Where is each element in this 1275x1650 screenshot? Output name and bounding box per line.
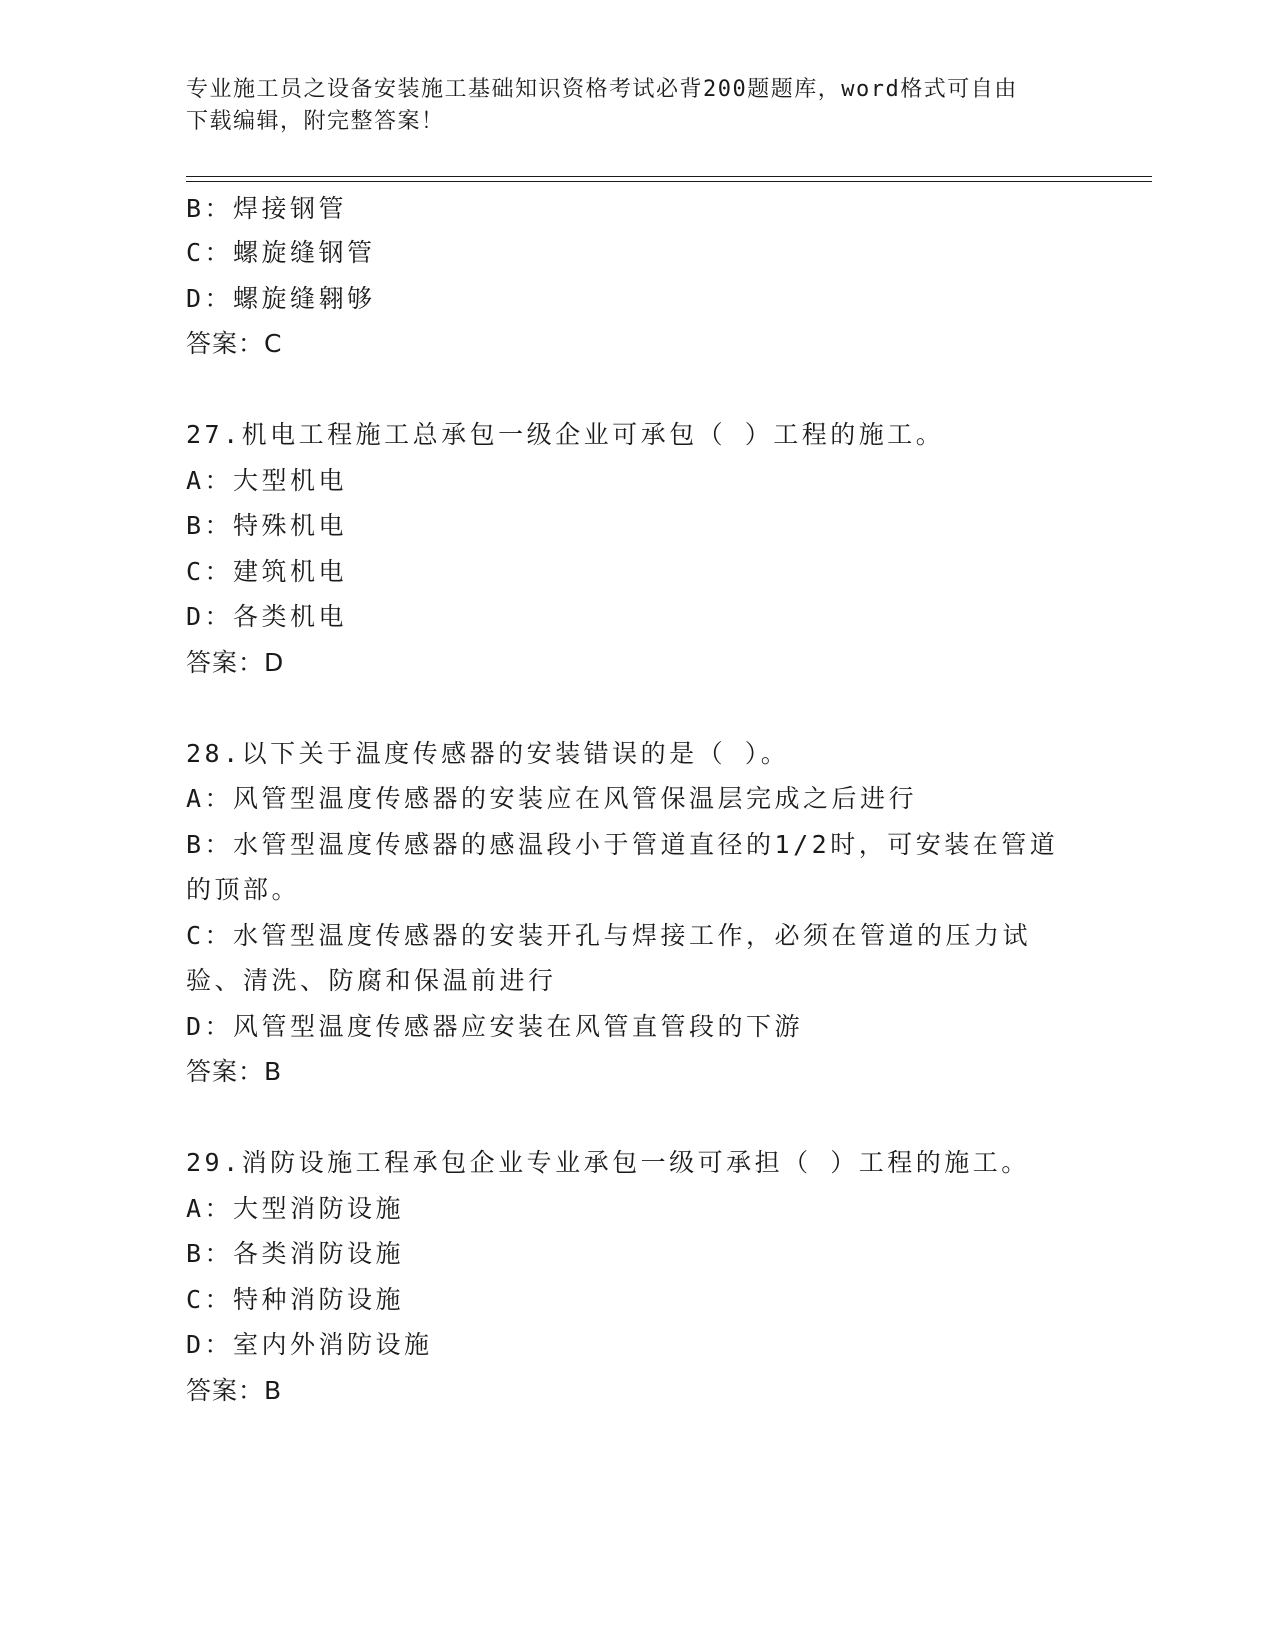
header-line-2: 下载编辑，附完整答案！ [186,109,445,134]
question-stem: 27.机电工程施工总承包一级企业可承包（ ）工程的施工。 [186,420,945,449]
document-header [186,74,1066,138]
option: A：大型消防设施 [186,1193,405,1223]
answer: 答案：B [186,1057,283,1086]
option: C：水管型温度传感器的安装开孔与焊接工作，必须在管道的压力试验、清洗、防腐和保温前进行 [186,920,1032,995]
option: C：螺旋缝钢管 [186,238,376,267]
option: A：大型机电 [186,465,348,495]
option: C：建筑机电 [186,556,348,586]
option: B：水管型温度传感器的感温段小于管道直径的1/2时，可安装在管道的顶部。 [186,829,1059,904]
question-stem: 29.消防设施工程承包企业专业承包一级可承担（ ）工程的施工。 [186,1148,1030,1177]
spacer [186,685,1086,731]
question-28 [186,731,1086,1095]
question-29 [186,1140,1086,1413]
option: B：各类消防设施 [186,1239,405,1268]
header-divider [186,176,1152,182]
option: C：特种消防设施 [186,1284,405,1314]
answer: 答案：C [186,329,283,358]
option: A：风管型温度传感器的安装应在风管保温层完成之后进行 [186,784,918,813]
option: B：焊接钢管 [186,194,348,223]
header-line-1: 专业施工员之设备安装施工基础知识资格考试必背200题题库，word格式可自由 [186,77,1018,102]
option: D：室内外消防设施 [186,1330,433,1359]
option: D：各类机电 [186,602,348,631]
answer: 答案：B [186,1375,283,1405]
question-stem: 28.以下关于温度传感器的安装错误的是（ ）。 [186,738,790,768]
spacer [186,1095,1086,1141]
question-list [186,187,1086,1413]
question-27 [186,412,1086,685]
option: D：风管型温度传感器应安装在风管直管段的下游 [186,1011,804,1041]
question-continuation [186,187,1086,367]
option: B：特殊机电 [186,511,348,540]
option: D：螺旋缝翱够 [186,283,376,313]
answer: 答案：D [186,647,285,677]
spacer [186,367,1086,413]
